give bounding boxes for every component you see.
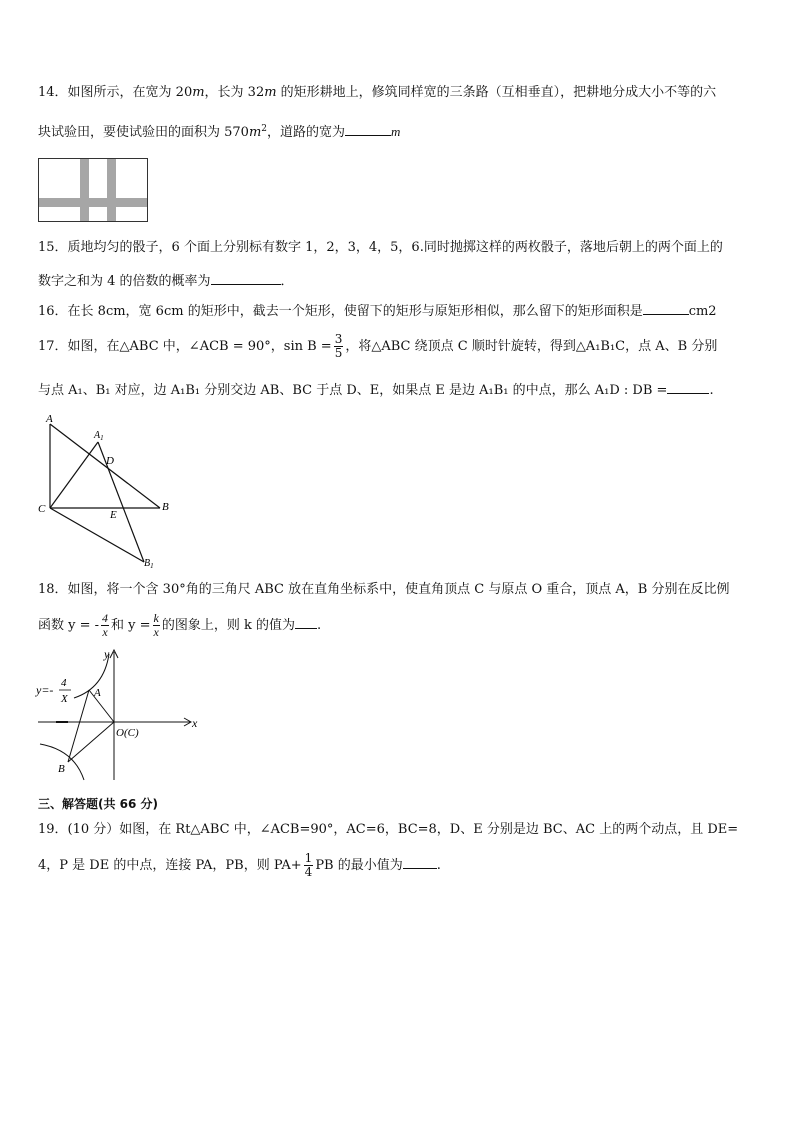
q17-seg-A1B1	[98, 442, 144, 562]
q16-answer-blank[interactable]	[643, 302, 689, 315]
q17-label-B1: $B_1$	[144, 558, 154, 570]
q17-frac-num: 3	[334, 332, 343, 346]
q17-seg-AB	[50, 424, 160, 508]
q18-text-a: 函数 y = -	[38, 618, 100, 633]
q17-seg-CA1	[50, 442, 98, 508]
q17-line2	[38, 381, 714, 400]
q19-line2	[38, 846, 441, 886]
q17-triangle-figure	[36, 412, 176, 572]
q18-seg-AB	[68, 690, 89, 762]
q18-label-A: A	[94, 687, 101, 699]
q18-text-c: 的图象上，则 k 的值为	[161, 618, 296, 633]
q16-line	[38, 302, 717, 321]
q17-text-c: 与点 A₁、B₁ 对应，边 A₁B₁ 分别交边 AB、BC 于点 D、E，如果点 E 是边 A₁B₁ 的中点，那么 A₁D : DB =	[38, 383, 668, 398]
q15-line2	[38, 272, 294, 291]
q18-coordinate-figure	[34, 646, 206, 784]
q17-label-C: C	[38, 503, 46, 515]
q18-f1-num: 4	[102, 611, 109, 625]
q14-unit: m	[391, 124, 401, 139]
q14-road-horizontal	[39, 198, 147, 207]
q17-text-d: .	[709, 383, 714, 398]
q17-answer-blank[interactable]	[667, 381, 709, 394]
q14-text-a: 块试验田，要使试验田的面积为 570𝑚	[38, 125, 262, 140]
q16-text: 16．在长 8cm，宽 6cm 的矩形中，截去一个矩形，使留下的矩形与原矩形相似，那么留下的矩形面积是	[38, 304, 643, 319]
q17-frac-den: 5	[334, 346, 343, 360]
q14-road-vertical-1	[80, 159, 89, 221]
q14-line2	[38, 120, 400, 142]
q19-text-b: PB 的最小值为	[315, 858, 403, 873]
q17-line1	[38, 330, 717, 364]
q14-line1: 14．如图所示，在宽为 20𝑚，长为 32𝑚 的矩形耕地上，修筑同样宽的三条路（互相垂直），把耕地分成大小不等的六	[38, 85, 717, 100]
q17-fraction	[334, 333, 344, 360]
q17-label-A1: $A_1$	[94, 430, 104, 442]
q14-text-b: ，道路的宽为	[267, 125, 346, 140]
section-3-title: 三、解答题(共 66 分)	[38, 797, 159, 811]
q17-seg-CB1	[50, 508, 144, 562]
q19-frac-den: 4	[304, 865, 313, 879]
q14-answer-blank[interactable]	[345, 123, 391, 136]
q18-seg-BC	[68, 722, 114, 762]
q18-answer-blank[interactable]	[295, 616, 317, 629]
q18-curve-den: X	[61, 693, 68, 705]
q18-curve-label: y=-	[36, 683, 54, 697]
q14-sup: 2	[261, 124, 268, 134]
q18-line1: 18．如图，将一个含 30°角的三角尺 ABC 放在直角坐标系中，使直角顶点 C 与原点 O 重合，顶点 A，B 分别在反比例	[38, 582, 730, 597]
q18-f2-num: k	[153, 611, 159, 625]
q18-text-b: 和 y =	[111, 618, 151, 633]
q17-label-E: E	[110, 509, 117, 521]
q17-label-B: B	[162, 501, 169, 513]
q19-line1: 19．(10 分）如图，在 Rt△ABC 中，∠ACB=90°，AC=6，BC=8，D、E 分别是边 BC、AC 上的两个动点，且 DE=	[38, 822, 739, 837]
q18-f1-den: x	[102, 625, 108, 639]
q18-line2	[38, 606, 321, 646]
q17-text-a: 17．如图，在△ABC 中，∠ACB = 90°，sin B =	[38, 339, 332, 354]
q17-label-A: A	[46, 413, 53, 425]
q18-f2-den: x	[153, 625, 159, 639]
q19-text-a: 4，P 是 DE 的中点，连接 PA，PB，则 PA+	[38, 858, 302, 873]
q18-label-B: B	[58, 763, 65, 775]
q18-seg-CA	[89, 690, 114, 722]
q19-frac-num: 1	[304, 851, 313, 865]
q16-unit: cm2	[688, 304, 717, 319]
q19-fraction	[304, 852, 314, 879]
q19-answer-blank[interactable]	[403, 856, 437, 869]
q17-label-D: D	[106, 455, 114, 467]
q18-fraction-2	[153, 612, 160, 639]
q18-x-label: x	[192, 716, 198, 730]
q14-road-vertical-2	[107, 159, 116, 221]
q18-y-label: y	[104, 647, 110, 661]
q15-line1: 15．质地均匀的骰子，6 个面上分别标有数字 1，2，3，4，5，6.同时抛掷这样的两枚骰子，落地后朝上的两个面上的	[38, 240, 723, 255]
q15-answer-blank[interactable]	[211, 272, 281, 285]
q18-fraction-1	[101, 612, 109, 639]
q18-label-O: O(C)	[116, 727, 139, 739]
q17-text-b: ，将△ABC 绕顶点 C 顺时针旋转，得到△A₁B₁C，点 A、B 分别	[345, 339, 718, 354]
q14-field-figure	[38, 158, 148, 222]
q18-text-d: .	[317, 618, 322, 633]
q15-text-b: ．	[280, 274, 294, 289]
q19-text-c: .	[436, 858, 441, 873]
q15-text-a: 数字之和为 4 的倍数的概率为	[38, 274, 211, 289]
q18-curve-num: 4	[61, 677, 67, 689]
